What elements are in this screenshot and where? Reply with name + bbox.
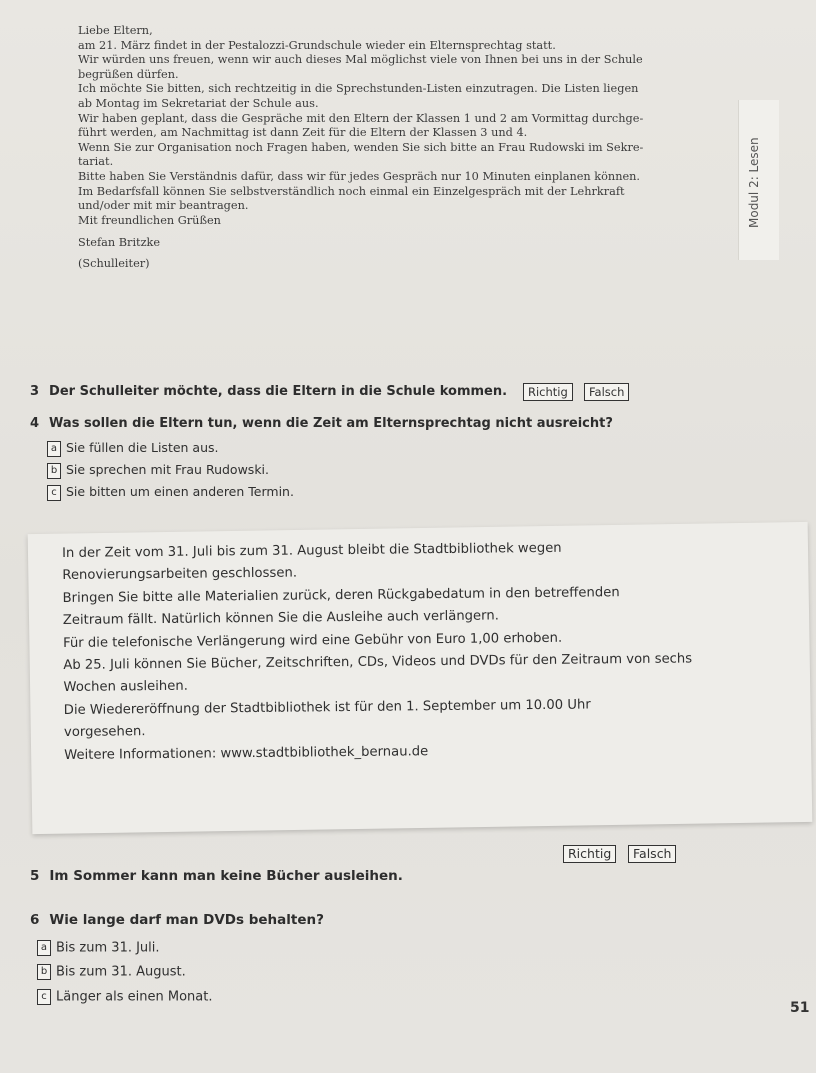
- option-text: Bis zum 31. August.: [56, 964, 186, 980]
- letter-line: am 21. März findet in der Pestalozzi-Grundschule wieder ein Elternsprechtag statt.: [78, 38, 556, 52]
- letter-role: (Schulleiter): [78, 256, 150, 270]
- question-text: Im Sommer kann man keine Bücher ausleihen.: [49, 868, 403, 884]
- q5-richtig-box[interactable]: Richtig: [563, 845, 616, 863]
- page-number: 51: [790, 1000, 810, 1016]
- option-letter[interactable]: b: [47, 463, 61, 479]
- question-6: [30, 912, 324, 928]
- option-text: Sie sprechen mit Frau Rudowski.: [66, 462, 270, 477]
- letter-line: und/oder mit mir beantragen.: [78, 199, 249, 213]
- notice-line: vorgesehen.: [63, 724, 146, 741]
- letter-line: führt werden, am Nachmittag ist dann Zeit für die Eltern der Klassen 3 und 4.: [78, 126, 528, 140]
- question-number: 6: [30, 912, 40, 928]
- option-text: Sie füllen die Listen aus.: [66, 440, 219, 455]
- option-text: Bis zum 31. Juli.: [56, 940, 160, 956]
- parent-letter: [78, 24, 688, 272]
- notice-line: Ab 25. Juli können Sie Bücher, Zeitschriften, CDs, Videos und DVDs für den Zeitraum von sechs: [63, 651, 693, 674]
- notice-line: Renovierungsarbeiten geschlossen.: [62, 565, 298, 584]
- question-text: Was sollen die Eltern tun, wenn die Zeit am Elternsprechtag nicht ausreicht?: [49, 416, 613, 431]
- option-text: Sie bitten um einen anderen Termin.: [66, 484, 294, 499]
- question-text: Wie lange darf man DVDs behalten?: [49, 912, 324, 928]
- letter-line: Liebe Eltern,: [78, 24, 153, 37]
- q6-option-c[interactable]: [37, 989, 212, 1005]
- notice-line: In der Zeit vom 31. Juli bis zum 31. August bleibt die Stadtbibliothek wegen: [62, 540, 562, 561]
- letter-line: begrüßen dürfen.: [78, 67, 179, 81]
- letter-line: Wenn Sie zur Organisation noch Fragen haben, wenden Sie sich bitte an Frau Rudowski im Sekre-: [78, 140, 644, 154]
- question-number: 4: [30, 416, 40, 431]
- q6-option-b[interactable]: [37, 964, 186, 980]
- question-number: 3: [30, 384, 40, 399]
- q4-option-a[interactable]: [47, 440, 219, 457]
- question-number: 5: [30, 868, 40, 884]
- q4-option-c[interactable]: [47, 484, 294, 501]
- option-letter[interactable]: c: [37, 989, 51, 1005]
- letter-line: ab Montag im Sekretariat der Schule aus.: [78, 96, 319, 110]
- letter-signature: Stefan Britzke: [78, 236, 161, 250]
- question-3: [30, 384, 507, 399]
- notice-line: Bringen Sie bitte alle Materialien zurück, deren Rückgabedatum in den betreffenden: [62, 584, 620, 606]
- q6-option-a[interactable]: [37, 940, 160, 956]
- q3-falsch-box[interactable]: Falsch: [584, 383, 629, 401]
- notice-line: Weitere Informationen: www.stadtbibliothek_bernau.de: [64, 743, 429, 763]
- option-letter[interactable]: b: [37, 964, 51, 980]
- q3-richtig-box[interactable]: Richtig: [523, 383, 573, 401]
- q5-falsch-box[interactable]: Falsch: [628, 845, 676, 863]
- letter-line: tariat.: [78, 155, 114, 169]
- letter-line: Wir haben geplant, dass die Gespräche mit den Eltern der Klassen 1 und 2 am Vormittag durchge-: [78, 111, 644, 125]
- letter-line: Ich möchte Sie bitten, sich rechtzeitig in die Sprechstunden-Listen einzutragen. Die Listen liegen: [78, 82, 639, 96]
- option-letter[interactable]: a: [47, 441, 61, 457]
- letter-line: Wir würden uns freuen, wenn wir auch dieses Mal möglichst viele von Ihnen bei uns in der Schule: [78, 53, 643, 67]
- letter-line: Mit freundlichen Grüßen: [78, 213, 221, 227]
- module-label: Modul 2: Lesen: [747, 137, 761, 228]
- letter-line: Bitte haben Sie Verständnis dafür, dass wir für jedes Gespräch nur 10 Minuten einplanen können.: [78, 169, 641, 183]
- question-4: [30, 416, 613, 431]
- q4-option-b[interactable]: [47, 462, 269, 479]
- option-letter[interactable]: a: [37, 940, 51, 956]
- notice-line: Zeitraum fällt. Natürlich können Sie die Ausleihe auch verlängern.: [62, 608, 499, 629]
- library-notice-text: [62, 536, 724, 767]
- notice-line: Die Wiedereröffnung der Stadtbibliothek ist für den 1. September um 10.00 Uhr: [63, 697, 591, 718]
- question-5: [30, 868, 403, 884]
- option-letter[interactable]: c: [47, 485, 61, 501]
- notice-line: Für die telefonische Verlängerung wird eine Gebühr von Euro 1,00 erhoben.: [62, 630, 563, 651]
- letter-line: Im Bedarfsfall können Sie selbstverständlich noch einmal ein Einzelgespräch mit der Lehrkraft: [78, 184, 625, 198]
- question-text: Der Schulleiter möchte, dass die Eltern in die Schule kommen.: [49, 384, 508, 399]
- module-side-tab: [738, 100, 779, 260]
- notice-line: Wochen ausleihen.: [63, 679, 188, 696]
- option-text: Länger als einen Monat.: [56, 989, 213, 1005]
